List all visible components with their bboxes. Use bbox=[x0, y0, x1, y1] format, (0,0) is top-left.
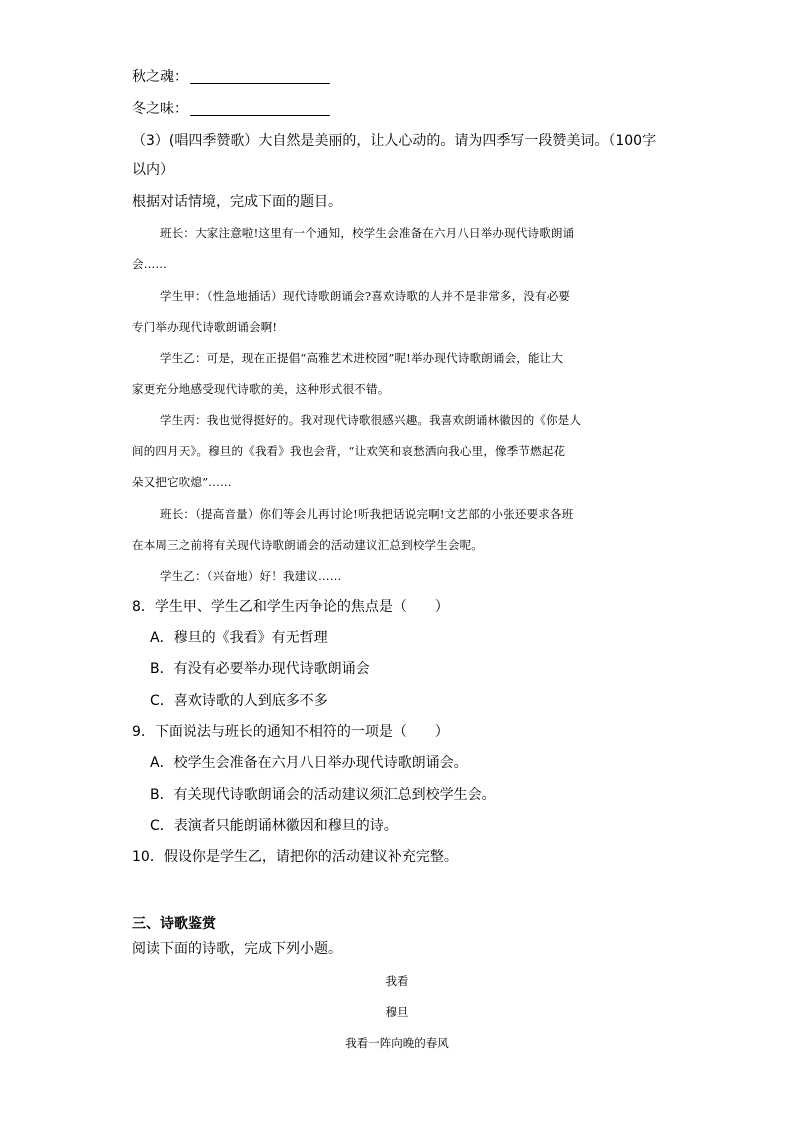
dialogue-line: 学生乙：（兴奋地）好！我建议…… bbox=[160, 569, 342, 583]
question-9-stem: 9．下面说法与班长的通知不相符的一项是（ ） bbox=[132, 724, 449, 740]
dialogue-line: 学生乙：可是，现在正提倡“高雅艺术进校园”呢!举办现代诗歌朗诵会，能让大 bbox=[160, 351, 564, 365]
question-3-line1: （3）(唱四季赞歌）大自然是美丽的，让人心动的。请为四季写一段赞美词。（100字 bbox=[132, 133, 657, 149]
answer-blank[interactable] bbox=[190, 69, 330, 84]
dialogue-line: 会…… bbox=[132, 257, 168, 271]
dialogue-line: 班长：大家注意啦!这里有一个通知，校学生会准备在六月八日举办现代诗歌朗诵 bbox=[160, 226, 575, 240]
fill-line-autumn bbox=[132, 68, 330, 86]
question-10: 10．假设你是学生乙，请把你的活动建议补充完整。 bbox=[132, 849, 458, 865]
question-8-stem: 8．学生甲、学生乙和学生丙争论的焦点是（ ） bbox=[132, 599, 449, 615]
question-9-option-b[interactable]: B．有关现代诗歌朗诵会的活动建议须汇总到校学生会。 bbox=[150, 787, 496, 803]
question-3-line2: 以内） bbox=[132, 162, 174, 178]
question-9-option-c[interactable]: C．表演者只能朗诵林徽因和穆旦的诗。 bbox=[150, 818, 398, 834]
dialogue-intro: 根据对话情境，完成下面的题目。 bbox=[132, 194, 342, 210]
question-8-option-c[interactable]: C．喜欢诗歌的人到底多不多 bbox=[150, 693, 328, 709]
question-9-option-a[interactable]: A．校学生会准备在六月八日举办现代诗歌朗诵会。 bbox=[150, 755, 468, 771]
dialogue-line: 班长：（提高音量）你们等会儿再讨论!听我把话说完啊!文艺部的小张还要求各班 bbox=[160, 507, 574, 521]
dialogue-line: 朵又把它吹熄”…… bbox=[132, 475, 232, 489]
dialogue-line: 学生丙：我也觉得挺好的。我对现代诗歌很感兴趣。我喜欢朗诵林徽因的《你是人 bbox=[160, 413, 582, 427]
fill-line-winter bbox=[132, 100, 330, 118]
dialogue-line: 在本周三之前将有关现代诗歌朗诵会的活动建议汇总到校学生会呢。 bbox=[132, 538, 483, 552]
question-8-option-b[interactable]: B．有没有必要举办现代诗歌朗诵会 bbox=[150, 661, 370, 677]
section-heading: 三、诗歌鉴赏 bbox=[132, 916, 216, 932]
dialogue-line: 间的四月天》。穆旦的《我看》我也会背，“让欢笑和哀愁洒向我心里，像季节燃起花 bbox=[132, 444, 566, 458]
fill-label: 冬之味： bbox=[132, 101, 188, 117]
dialogue-line: 家更充分地感受现代诗歌的美，这种形式很不错。 bbox=[132, 382, 390, 396]
poem-title: 我看 bbox=[385, 974, 409, 988]
answer-blank[interactable] bbox=[190, 101, 330, 116]
section-instruction: 阅读下面的诗歌，完成下列小题。 bbox=[132, 941, 342, 957]
poem-author: 穆旦 bbox=[385, 1005, 409, 1019]
poem-line: 我看一阵向晚的春风 bbox=[345, 1036, 449, 1050]
dialogue-line: 学生甲：（性急地插话）现代诗歌朗诵会?喜欢诗歌的人并不是非常多，没有必要 bbox=[160, 289, 571, 303]
question-8-option-a[interactable]: A．穆旦的《我看》有无哲理 bbox=[150, 630, 328, 646]
dialogue-line: 专门举办现代诗歌朗诵会啊! bbox=[132, 320, 278, 334]
fill-label: 秋之魂： bbox=[132, 69, 188, 85]
